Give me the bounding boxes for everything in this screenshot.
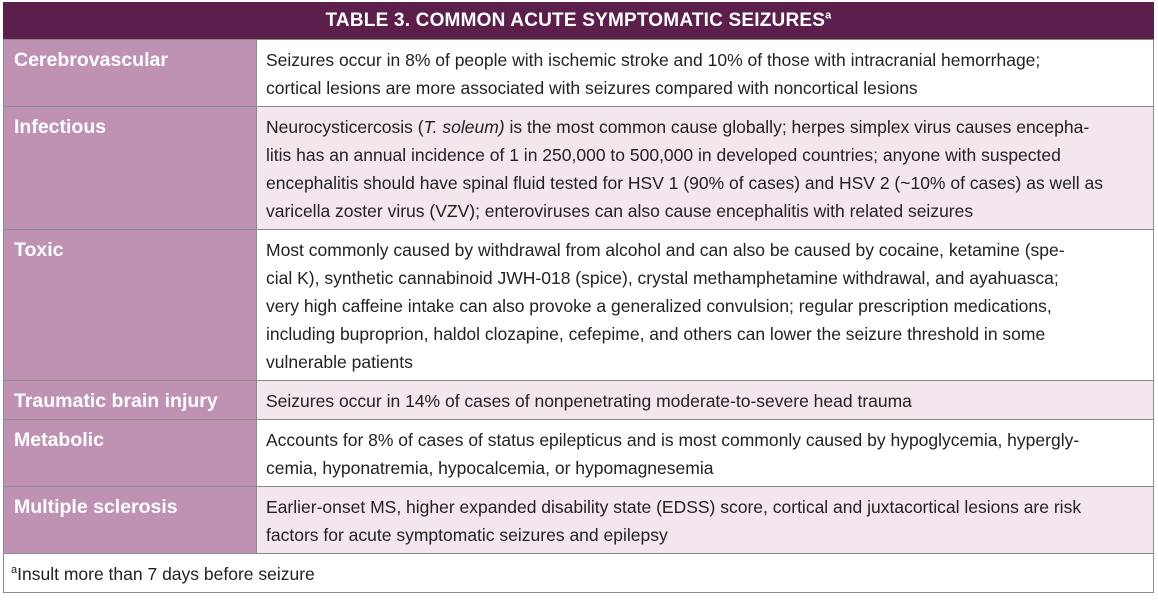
species-name: T. soleum) — [423, 117, 505, 137]
description-line: Seizures occur in 8% of people with ischemic stroke and 10% of those with intracranial hemorrhage; — [266, 50, 1041, 70]
table-row — [4, 420, 1154, 487]
description-text: Neurocysticercosis ( — [266, 117, 424, 137]
row-description-traumatic-brain-injury — [257, 381, 1154, 420]
seizure-table — [3, 2, 1154, 598]
description-line: very high caffeine intake can also provoke a generalized convulsion; regular prescription medications, — [266, 296, 1052, 316]
description-line: cial K), synthetic cannabinoid JWH-018 (spice), crystal methamphetamine withdrawal, and ayahuasca; — [266, 268, 1059, 288]
description-line: Accounts for 8% of cases of status epilepticus and is most commonly caused by hypoglycemia, hypergly- — [266, 430, 1080, 450]
description-line: encephalitis should have spinal fluid tested for HSV 1 (90% of cases) and HSV 2 (~10% of cases) as well as — [266, 173, 1104, 193]
row-category-multiple-sclerosis: Multiple sclerosis — [4, 487, 257, 554]
table-row — [4, 487, 1154, 554]
table-body — [3, 39, 1154, 554]
description-line: varicella zoster virus (VZV); enteroviruses can also cause encephalitis with related seizures — [266, 201, 974, 221]
table-row — [4, 107, 1154, 230]
description-line: cortical lesions are more associated with seizures compared with noncortical lesions — [266, 78, 918, 98]
row-category-traumatic-brain-injury: Traumatic brain injury — [4, 381, 257, 420]
row-description-infectious — [257, 107, 1154, 230]
description-line: factors for acute symptomatic seizures and epilepsy — [266, 525, 668, 545]
description-line: Earlier-onset MS, higher expanded disability state (EDSS) score, cortical and juxtacortical lesions are risk — [266, 497, 1082, 517]
row-category-infectious: Infectious — [4, 107, 257, 230]
description-line: vulnerable patients — [266, 352, 413, 372]
row-description-cerebrovascular — [257, 40, 1154, 107]
footnote-marker: a — [11, 564, 18, 577]
row-description-metabolic — [257, 420, 1154, 487]
row-description-toxic — [257, 230, 1154, 381]
table-title-text: TABLE 3. COMMON ACUTE SYMPTOMATIC SEIZURES — [325, 10, 826, 31]
description-line: Most commonly caused by withdrawal from alcohol and can also be caused by cocaine, ketamine (spe- — [266, 240, 1065, 260]
row-category-toxic: Toxic — [4, 230, 257, 381]
description-line: litis has an annual incidence of 1 in 250,000 to 500,000 in developed countries; anyone with suspected — [266, 145, 1061, 165]
table-row — [4, 40, 1154, 107]
table-title-footnote-marker: a — [825, 9, 832, 22]
table-title — [3, 2, 1154, 39]
row-description-multiple-sclerosis — [257, 487, 1154, 554]
table-row — [4, 381, 1154, 420]
description-line: cemia, hyponatremia, hypocalcemia, or hypomagnesemia — [266, 458, 714, 478]
table-row — [4, 230, 1154, 381]
footnote-text: Insult more than 7 days before seizure — [17, 564, 315, 584]
description-line — [266, 117, 1089, 137]
row-category-metabolic: Metabolic — [4, 420, 257, 487]
row-category-cerebrovascular: Cerebrovascular — [4, 40, 257, 107]
description-line: Seizures occur in 14% of cases of nonpenetrating moderate-to-severe head trauma — [266, 391, 912, 411]
description-text: is the most common cause globally; herpes simplex virus causes encepha- — [504, 117, 1090, 137]
table-footnote — [3, 554, 1154, 593]
description-line: including buproprion, haldol clozapine, cefepime, and others can lower the seizure threshold in some — [266, 324, 1046, 344]
